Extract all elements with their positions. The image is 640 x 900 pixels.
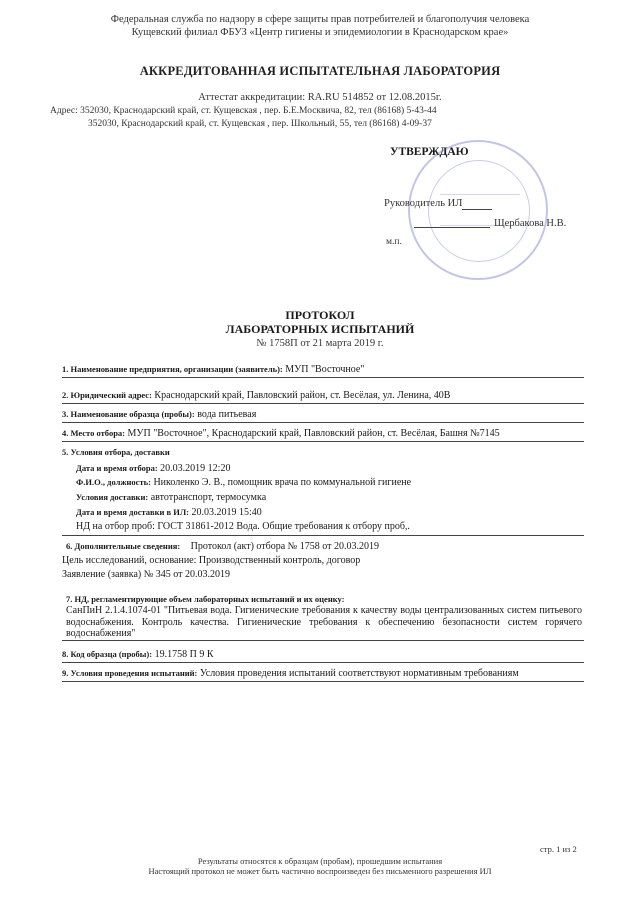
section-5 bbox=[62, 446, 584, 536]
address-1: Адрес: 352030, Краснодарский край, ст. Кущевская , пер. Б.Е.Москвича, 82, тел (86168) 5-43-44 bbox=[50, 106, 437, 116]
seal-stamp-icon bbox=[408, 140, 548, 280]
section-1 bbox=[62, 363, 584, 378]
section-6-label: 6. Дополнительные сведения: bbox=[66, 541, 181, 551]
delivery-value: автотранспорт, термосумка bbox=[150, 492, 267, 503]
seal-label: м.п. bbox=[386, 237, 402, 247]
section-2-label: 2. Юридический адрес: bbox=[62, 390, 152, 400]
section-3-label: 3. Наименование образца (пробы): bbox=[62, 409, 195, 419]
protocol-number: № 1758П от 21 марта 2019 г. bbox=[256, 338, 384, 349]
delivery-row bbox=[76, 491, 266, 504]
section-1-label: 1. Наименование предприятия, организации (заявитель): bbox=[62, 364, 283, 374]
section-9 bbox=[62, 667, 584, 682]
section-9-value: Условия проведения испытаний соответствуют нормативным требованиям bbox=[199, 668, 519, 679]
application-ref: Заявление (заявка) № 345 от 20.03.2019 bbox=[62, 569, 231, 580]
section-9-label: 9. Условия проведения испытаний: bbox=[62, 668, 198, 678]
org-line-1: Федеральная служба по надзору в сфере защиты прав потребителей и благополучия человека bbox=[110, 14, 530, 25]
section-8 bbox=[62, 648, 584, 663]
accreditation: Аттестат аккредитации: RA.RU 514852 от 12.08.2015г. bbox=[198, 92, 442, 103]
section-2 bbox=[62, 389, 584, 404]
signature-line bbox=[462, 209, 492, 210]
delivered-label: Дата и время доставки в ИЛ: bbox=[76, 507, 190, 517]
address-2: 352030, Краснодарский край, ст. Кущевская , пер. Школьный, 55, тел (86168) 4-09-37 bbox=[88, 119, 432, 129]
sampler-label: Ф.И.О., должность: bbox=[76, 477, 151, 487]
section-4-label: 4. Место отбора: bbox=[62, 428, 126, 438]
section-4 bbox=[62, 427, 584, 442]
section-2-value: Краснодарский край, Павловский район, ст. Весёлая, ул. Ленина, 40В bbox=[154, 390, 451, 401]
delivery-label: Условия доставки: bbox=[76, 492, 149, 502]
approval-title: УТВЕРЖДАЮ bbox=[390, 146, 469, 158]
delivered-value: 20.03.2019 15:40 bbox=[191, 507, 262, 518]
sampling-date-row bbox=[76, 462, 230, 475]
section-7-text: СанПиН 2.1.4.1074-01 "Питьевая вода. Гигиенические требования к качеству воды централизованных систем питьевого водоснабжения. Контроль качества. Гигиенические требования к обеспечению безопасности систем горячего водоснабжения" bbox=[66, 605, 582, 639]
section-6 bbox=[62, 540, 584, 582]
section-3 bbox=[62, 408, 584, 423]
footer-note-1: Результаты относятся к образцам (пробам), прошедшим испытания bbox=[197, 856, 443, 866]
sampling-date-value: 20.03.2019 12:20 bbox=[160, 463, 231, 474]
section-8-label: 8. Код образца (пробы): bbox=[62, 649, 153, 659]
research-purpose: Цель исследований, основание: Производственный контроль, договор bbox=[62, 555, 361, 566]
section-8-value: 19.1758 П 9 К bbox=[154, 649, 214, 660]
section-1-value: МУП "Восточное" bbox=[285, 364, 365, 375]
sampler-value: Николенко Э. В., помощник врача по коммунальной гигиене bbox=[153, 477, 412, 488]
protocol-subtitle: ЛАБОРАТОРНЫХ ИСПЫТАНИЙ bbox=[225, 322, 415, 336]
delivered-row bbox=[76, 506, 262, 519]
head-label: Руководитель ИЛ bbox=[384, 198, 463, 209]
protocol-title: ПРОТОКОЛ bbox=[285, 308, 355, 322]
sampling-standard: НД на отбор проб: ГОСТ 31861-2012 Вода. Общие требования к отбору проб,. bbox=[76, 521, 410, 532]
org-line-2: Кущевский филиал ФБУЗ «Центр гигиены и эпидемиологии в Краснодарском крае» bbox=[131, 27, 509, 38]
sampler-row bbox=[76, 476, 411, 489]
page-number: стр. 1 из 2 bbox=[540, 844, 577, 854]
section-6-value: Протокол (акт) отбора № 1758 от 20.03.2019 bbox=[190, 541, 379, 552]
footer-note-2: Настоящий протокол не может быть частично воспроизведен без письменного разрешения ИЛ bbox=[148, 866, 492, 876]
section-7 bbox=[62, 593, 584, 641]
section-4-value: МУП "Восточное", Краснодарский край, Павловский район, ст. Весёлая, Башня №7145 bbox=[127, 428, 500, 439]
lab-title: АККРЕДИТОВАННАЯ ИСПЫТАТЕЛЬНАЯ ЛАБОРАТОРИЯ bbox=[139, 64, 501, 78]
section-7-label: 7. НД, регламентирующие объем лабораторных испытаний и их оценку: bbox=[66, 594, 345, 604]
section-6-row bbox=[66, 540, 379, 553]
signature-line-2 bbox=[414, 227, 490, 228]
head-name: Щербакова Н.В. bbox=[494, 218, 567, 229]
section-3-value: вода питьевая bbox=[197, 409, 257, 420]
sampling-date-label: Дата и время отбора: bbox=[76, 463, 158, 473]
section-5-label: 5. Условия отбора, доставки bbox=[62, 447, 170, 457]
